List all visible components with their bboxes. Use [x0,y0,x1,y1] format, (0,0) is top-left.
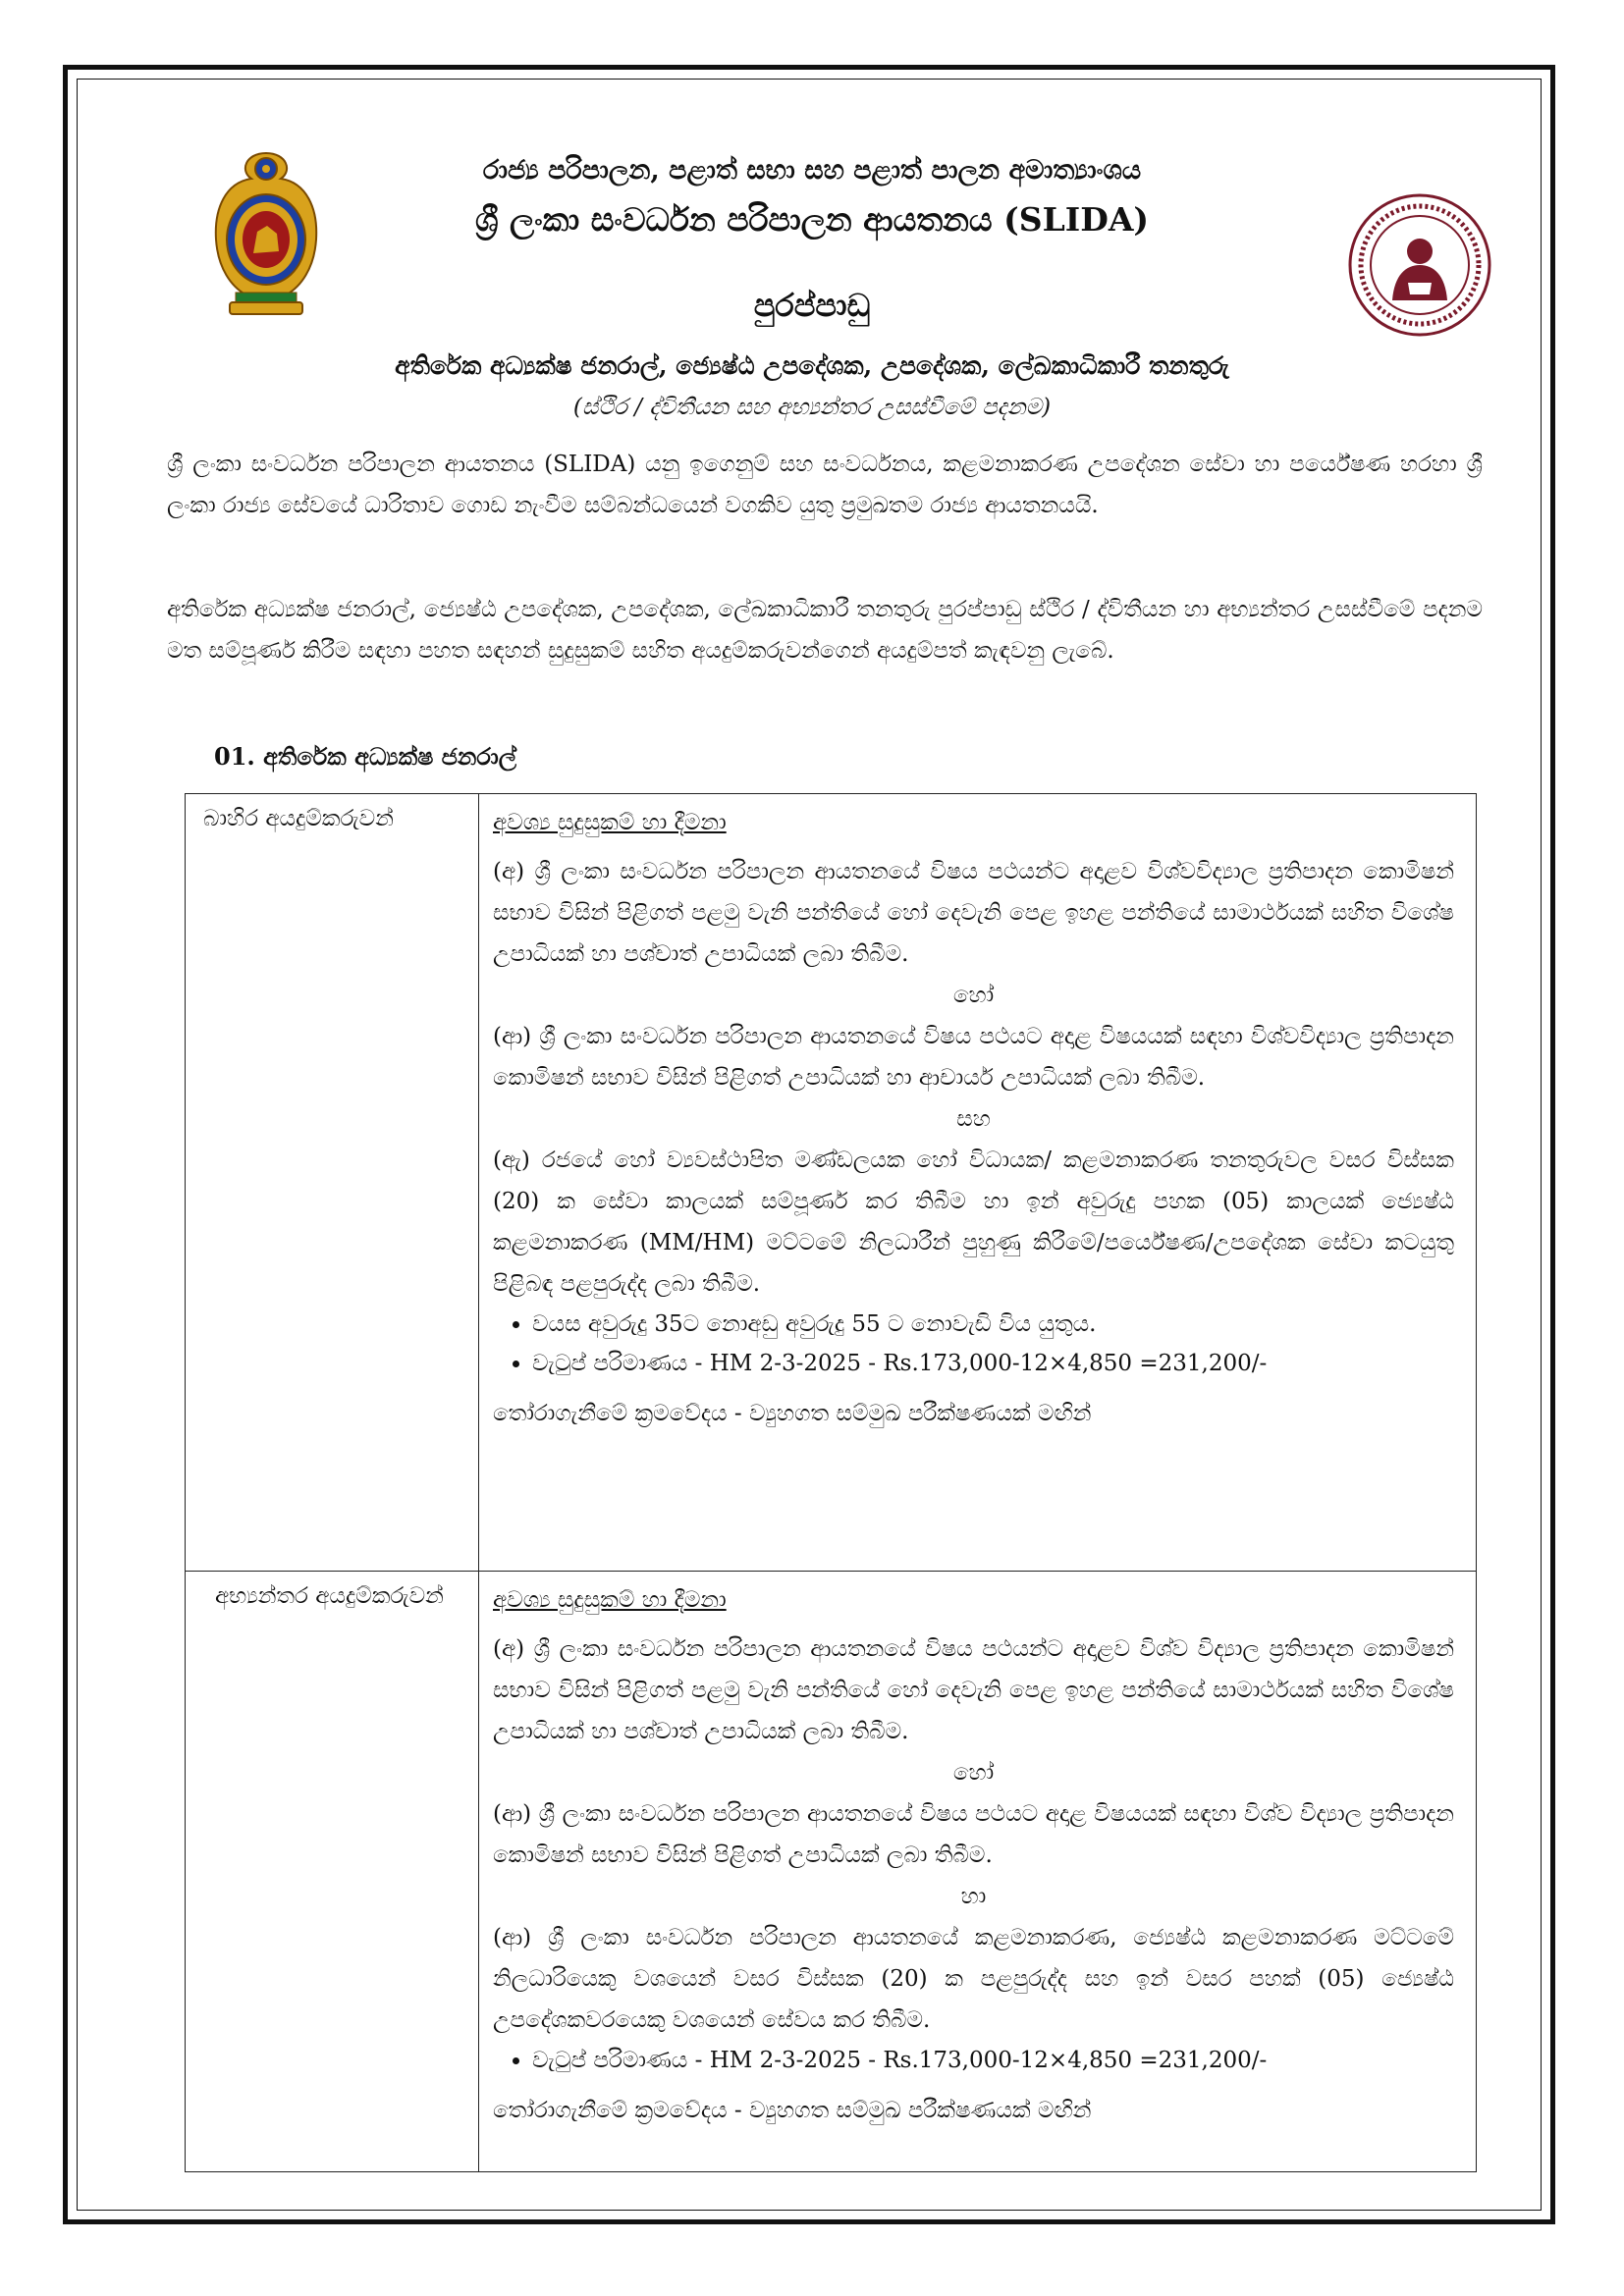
connector-or: හෝ [952,983,995,1008]
ministry-title: රාජ්‍ය පරිපාලන, පළාත් සභා සහ පළාත් පාලන අමාත්‍යාංශය [482,155,1142,186]
selection-method: තෝරාගැනීමේ ක්‍රමවේදය - ව්‍යුහගත සම්මුඛ පරීක්ෂණයක් මඟින් [493,2098,1092,2123]
list-item: • වැටුප් පරිමාණය - HM 2-3-2025 - Rs.173,000-12×4,850 =231,200/- [532,2041,1454,2080]
requirement-a: (අ) ශ්‍රී ලංකා සංවර්ධන පරිපාලන ආයතනයේ විෂය පථයන්ට අදාළව විශ්ව විද්‍යාල ප්‍රතිපාදන කොමිෂන් සභාව විසින් පිළිගත් පළමු වැනි පන්තියේ හෝ දෙවැනි පෙළ ඉහළ පන්තියේ සාමාර්ථයක් සහිත විශේෂ උපාධියක් හා පශ්චාත් උපාධියක් ලබා තිබීම. [493,1636,1454,1744]
section-heading [214,742,516,771]
selection-method: තෝරාගැනීමේ ක්‍රමවේදය - ව්‍යුහගත සම්මුඛ පරීක්ෂණයක් මඟින් [493,1401,1092,1426]
bullet-list [493,1305,1454,1383]
requirement-ae: (ඇ) රජයේ හෝ ව්‍යවස්ථාපිත මණ්ඩලයක හෝ විධායක/ කළමනාකරණ තනතුරුවල වසර විස්සක (20) ක සේවා කාලයක් සම්පූර්ණ කර තිබීම හා ඉන් අවුරුදු පහක (05) කාලයක් ජ්‍යෙෂ්ඨ කළමනාකරණ (MM/HM) මට්ටමේ නිලධාරීන් පුහුණු කිරීමේ/පර්යේෂණ/උපදේශක සේවා කටයුතු පිළිබඳ පළපුරුද්ද ලබා තිබීම. [493,1148,1454,1297]
category-external: බාහිර අයදුම්කරුවන් [186,794,479,1572]
connector-and: හා [960,1884,987,1909]
requirement-aa: (ආ) ශ්‍රී ලංකා සංවර්ධන පරිපාලන ආයතනයේ විෂය පථයට අදාළ විෂයයක් සඳහා විශ්වවිද්‍යාල ප්‍රතිපාදන කොමිෂන් සභාව විසින් පිළිගත් උපාධියක් හා ආචාර්ය උපාධියක් ලබා තිබීම. [493,1024,1454,1091]
intro-paragraph: ශ්‍රී ලංකා සංවර්ධන පරිපාලන ආයතනය (SLIDA) යනු ඉගෙනුම් සහ සංවර්ධනය, කළමනාකරණ උපදේශන සේවා හා පර්යේෂණ හරහා ශ්‍රී ලංකා රාජ්‍ය සේවයේ ධාරිතාව ගොඩ නැංවීම සම්බන්ධයෙන් වගකිව යුතු ප්‍රමුඛතම රාජ්‍ය ආයතනයයි. [167,452,1483,518]
list-item: • වයස අවුරුදු 35ට නොඅඩු අවුරුදු 55 ට නොවැඩි විය යුතුය. [532,1305,1454,1344]
section-title: අතිරේක අධ්‍යක්ෂ ජනරාල් [263,742,517,771]
requirements-internal [479,1572,1477,2172]
section-number: 01. [214,742,255,771]
requirement-a: (අ) ශ්‍රී ලංකා සංවර්ධන පරිපාලන ආයතනයේ විෂය පථයන්ට අදාළව විශ්වවිද්‍යාල ප්‍රතිපාදන කොමිෂන් සභාව විසින් පිළිගත් පළමු වැනි පන්තියේ හෝ දෙවැනි පෙළ ඉහළ පන්තියේ සාමාර්ථයක් සහිත විශේෂ උපාධියක් හා පශ්චාත් උපාධියක් ලබා තිබීම. [493,859,1454,967]
bullet-list [493,2041,1454,2080]
table-row-external [186,794,1477,1572]
institute-title: ශ්‍රී ලංකා සංවර්ධන පරිපාලන ආයතනය (SLIDA) [474,200,1150,239]
category-internal: අභ්‍යන්තර අයදුම්කරුවන් [186,1572,479,2172]
requirements-heading: අවශ්‍ය සුදුසුකම් හා දීමනා [493,810,727,835]
call-paragraph: අතිරේක අධ්‍යක්ෂ ජනරාල්, ජ්‍යෙෂ්ඨ උපදේශක, උපදේශක, ලේඛකාධිකාරී තනතුරු පුරප්පාඩු ස්ථිර / ද්විතීයන හා අභ්‍යන්තර උසස්වීමේ පදනම මත සම්පූර්ණ කිරීම සඳහා පහත සඳහන් සුදුසුකම් සහිත අයදුම්කරුවන්ගෙන් අයදුම්පත් කැඳවනු ලැබේ. [167,597,1483,664]
connector-or: හෝ [952,1760,995,1786]
requirement-ae: (ආ) ශ්‍රී ලංකා සංවර්ධන පරිපාලන ආයතනයේ කළමනාකරණ, ජ්‍යෙෂ්ඨ කළමනාකරණ මට්ටමේ නිලධාරියෙකු වශයෙන් වසර විස්සක (20) ක පළපුරුද්ද සහ ඉන් වසර පහක් (05) ජ්‍යෙෂ්ඨ උපදේශකවරයෙකු වශයෙන් සේවය කර තිබීම. [493,1925,1454,2033]
table-row-internal [186,1572,1477,2172]
vacancies-title: පුරප්පාඩු [753,287,871,324]
requirements-external [479,794,1477,1572]
requirement-aa: (ආ) ශ්‍රී ලංකා සංවර්ධන පරිපාලන ආයතනයේ විෂය පථයට අදාළ විෂයයක් සඳහා විශ්ව විද්‍යාල ප්‍රතිපාදන කොමිෂන් සභාව විසින් පිළිගත් උපාධියක් ලබා තිබීම. [493,1801,1454,1868]
connector-and: සහ [956,1106,991,1132]
basis-subtitle: (ස්ථිර / ද්විතීයන සහ අභ්‍යන්තර උසස්වීමේ පදනම) [572,395,1052,420]
qualifications-table [185,793,1477,2172]
requirements-heading: අවශ්‍ය සුදුසුකම් හා දීමනා [493,1587,727,1613]
posts-subtitle: අතිරේක අධ්‍යක්ෂ ජනරාල්, ජ්‍යෙෂ්ඨ උපදේශක, උපදේශක, ලේඛකාධිකාරී තනතුරු [395,351,1229,380]
list-item: • වැටුප් පරිමාණය - HM 2-3-2025 - Rs.173,000-12×4,850 =231,200/- [532,1344,1454,1383]
